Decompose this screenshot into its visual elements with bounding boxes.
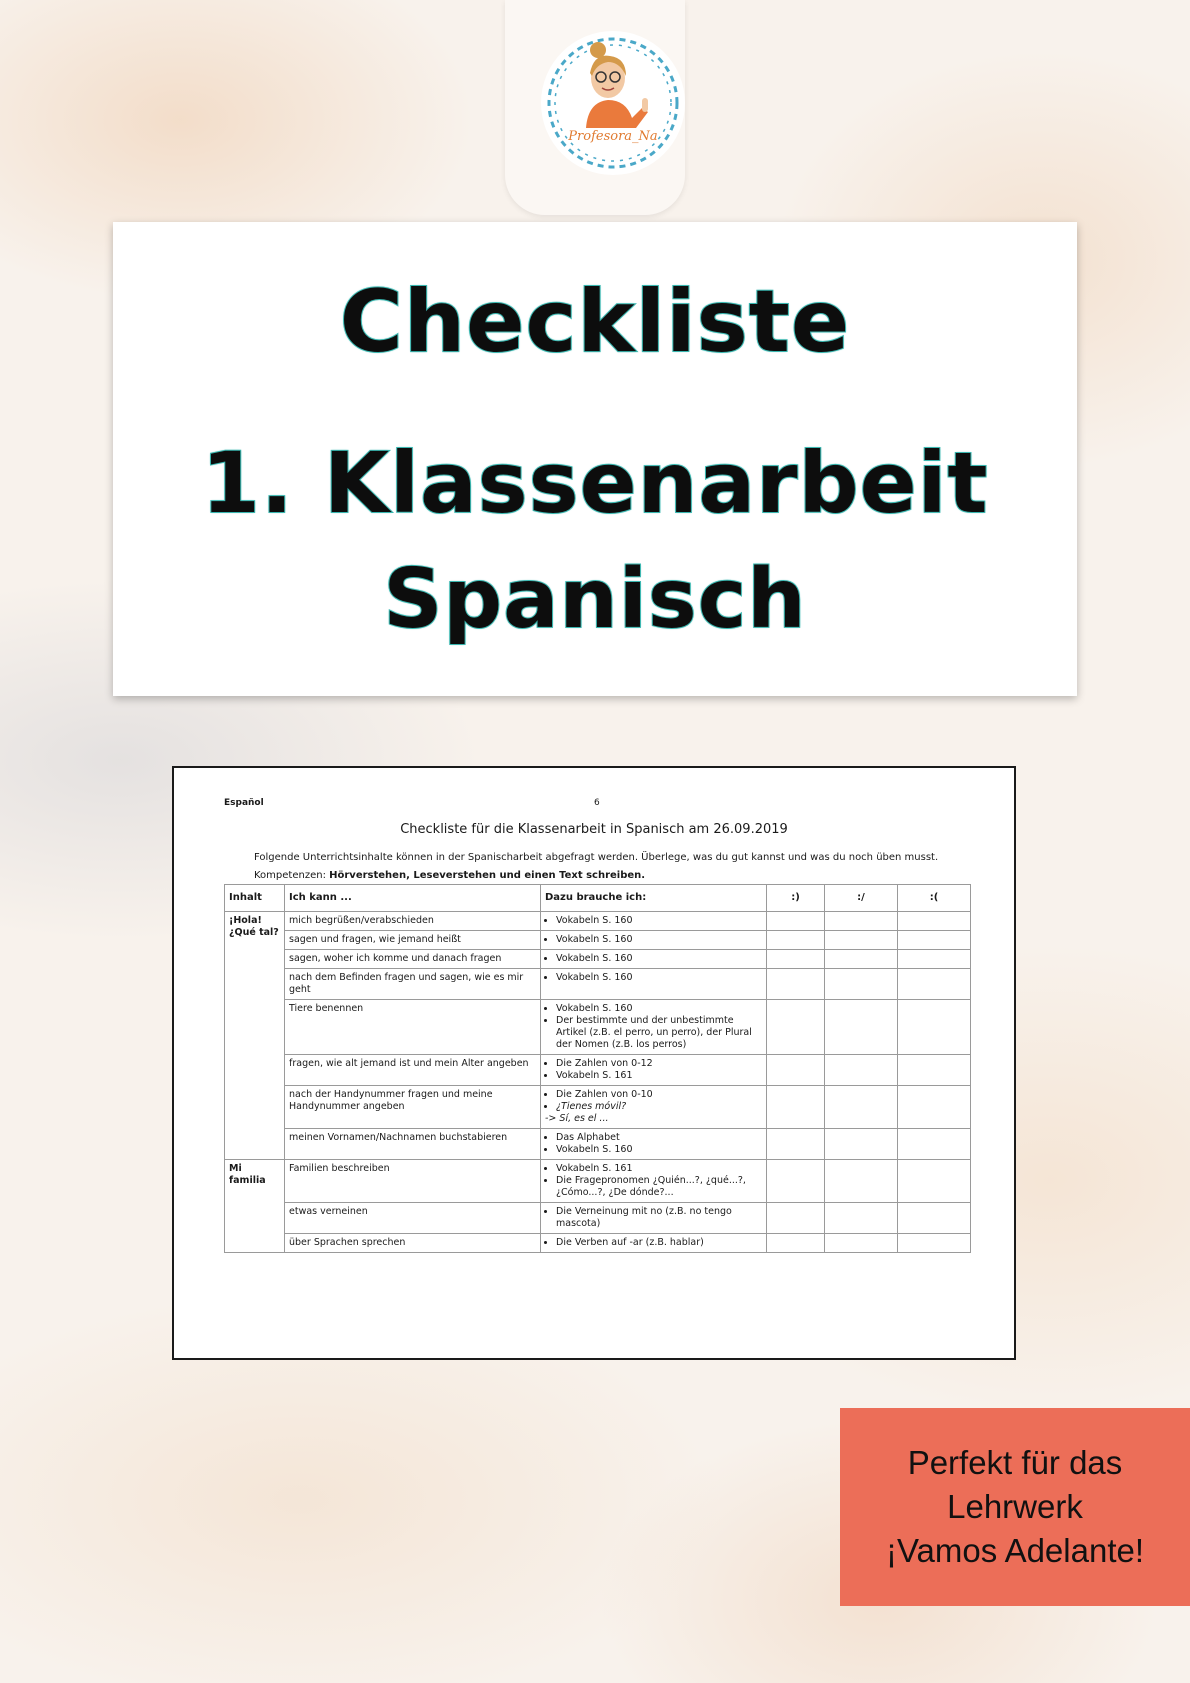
doc-page-number: 6 <box>594 798 600 808</box>
doc-intro: Folgende Unterrichtsinhalte können in der Spanischarbeit abgefragt werden. Überlege, was du gut kannst und was du noch üben musst. <box>254 852 939 863</box>
title-card <box>113 222 1077 696</box>
need-item: • Vokabeln S. 161 <box>556 1163 762 1175</box>
can-cell: Tiere benennen <box>285 1000 541 1055</box>
check-neutral[interactable] <box>825 1129 898 1160</box>
can-cell: nach der Handynummer fragen und meine Handynummer angeben <box>285 1086 541 1129</box>
need-item: • Vokabeln S. 160 <box>556 972 762 984</box>
check-neutral[interactable] <box>825 969 898 1000</box>
needs-cell <box>541 950 767 969</box>
check-smile[interactable] <box>767 1055 825 1086</box>
kompetenzen-label: Kompetenzen: <box>254 870 326 881</box>
can-cell: Familien beschreiben <box>285 1160 541 1203</box>
doc-kompetenzen <box>254 870 645 881</box>
lehrwerk-badge <box>840 1408 1190 1606</box>
table-header-row <box>225 885 971 912</box>
need-item: • Die Verben auf -ar (z.B. hablar) <box>556 1237 762 1249</box>
header-neutral: :/ <box>825 885 898 912</box>
need-item: • Das Alphabet <box>556 1132 762 1144</box>
table-row <box>225 1160 971 1203</box>
check-sad[interactable] <box>898 1086 971 1129</box>
title-klassenarbeit: 1. Klassenarbeit <box>201 434 989 532</box>
table-row <box>225 1000 971 1055</box>
can-cell: etwas verneinen <box>285 1203 541 1234</box>
badge-line-1: Perfekt für das <box>907 1444 1123 1481</box>
table-row <box>225 1086 971 1129</box>
can-cell: über Sprachen sprechen <box>285 1234 541 1253</box>
need-item: • Vokabeln S. 160 <box>556 1144 762 1156</box>
theme-familia: Mi familia <box>225 1160 285 1253</box>
check-sad[interactable] <box>898 1203 971 1234</box>
check-sad[interactable] <box>898 1129 971 1160</box>
document-preview <box>172 766 1016 1360</box>
check-neutral[interactable] <box>825 1234 898 1253</box>
check-smile[interactable] <box>767 931 825 950</box>
check-smile[interactable] <box>767 950 825 969</box>
can-cell: mich begrüßen/verabschieden <box>285 912 541 931</box>
check-neutral[interactable] <box>825 1055 898 1086</box>
need-item: • Die Zahlen von 0-12 <box>556 1058 762 1070</box>
needs-cell <box>541 1160 767 1203</box>
need-item: • Die Zahlen von 0-10 <box>556 1089 762 1101</box>
header-sad: :( <box>898 885 971 912</box>
title-checkliste: Checkliste <box>339 272 851 372</box>
badge-line-2: Lehrwerk <box>947 1488 1083 1525</box>
table-row <box>225 1234 971 1253</box>
needs-cell <box>541 969 767 1000</box>
header-inhalt: Inhalt <box>225 885 285 912</box>
need-item: • ¿Tienes móvil? <box>556 1101 762 1113</box>
need-item: • Die Verneinung mit no (z.B. no tengo mascota) <box>556 1206 762 1230</box>
check-smile[interactable] <box>767 969 825 1000</box>
doc-heading: Checkliste für die Klassenarbeit in Spanisch am 26.09.2019 <box>400 822 788 837</box>
can-cell: nach dem Befinden fragen und sagen, wie es mir geht <box>285 969 541 1000</box>
header-smile: :) <box>767 885 825 912</box>
check-smile[interactable] <box>767 1234 825 1253</box>
check-sad[interactable] <box>898 969 971 1000</box>
check-neutral[interactable] <box>825 912 898 931</box>
need-item: • Der bestimmte und der unbestimmte Artikel (z.B. el perro, un perro), der Plural der Nomen (z.B. los perros) <box>556 1015 762 1051</box>
header-dazu-brauche: Dazu brauche ich: <box>541 885 767 912</box>
checklist-table <box>224 884 971 1253</box>
kompetenzen-text: Hörverstehen, Leseverstehen und einen Text schreiben. <box>329 870 646 881</box>
check-neutral[interactable] <box>825 1086 898 1129</box>
can-cell: sagen und fragen, wie jemand heißt <box>285 931 541 950</box>
check-neutral[interactable] <box>825 1000 898 1055</box>
can-cell: fragen, wie alt jemand ist und mein Alter angeben <box>285 1055 541 1086</box>
needs-cell <box>541 1000 767 1055</box>
header-ich-kann: Ich kann ... <box>285 885 541 912</box>
needs-cell <box>541 1234 767 1253</box>
need-item: • Vokabeln S. 161 <box>556 1070 762 1082</box>
needs-cell <box>541 931 767 950</box>
table-row <box>225 1129 971 1160</box>
check-sad[interactable] <box>898 950 971 969</box>
need-item: • Die Fragepronomen ¿Quién...?, ¿qué...?, ¿Cómo...?, ¿De dónde?... <box>556 1175 762 1199</box>
table-row <box>225 969 971 1000</box>
logo-text: Profesora_Na <box>568 129 658 144</box>
check-sad[interactable] <box>898 1234 971 1253</box>
table-row <box>225 931 971 950</box>
table-row <box>225 1203 971 1234</box>
need-item: • Vokabeln S. 160 <box>556 953 762 965</box>
check-smile[interactable] <box>767 1086 825 1129</box>
need-item: • Vokabeln S. 160 <box>556 934 762 946</box>
need-extra: -> Sí, es el ... <box>545 1113 609 1124</box>
theme-hola: ¡Hola! ¿Qué tal? <box>225 912 285 1160</box>
table-row <box>225 912 971 931</box>
check-smile[interactable] <box>767 912 825 931</box>
check-sad[interactable] <box>898 1160 971 1203</box>
check-neutral[interactable] <box>825 1160 898 1203</box>
title-spanisch: Spanisch <box>383 552 807 647</box>
needs-cell <box>541 1129 767 1160</box>
check-neutral[interactable] <box>825 950 898 969</box>
table-row <box>225 1055 971 1086</box>
check-sad[interactable] <box>898 1055 971 1086</box>
needs-cell <box>541 1203 767 1234</box>
check-smile[interactable] <box>767 1000 825 1055</box>
profesora-na-logo <box>538 28 688 178</box>
check-sad[interactable] <box>898 931 971 950</box>
can-cell: sagen, woher ich komme und danach fragen <box>285 950 541 969</box>
badge-line-3: ¡Vamos Adelante! <box>885 1532 1145 1569</box>
need-item: • Vokabeln S. 160 <box>556 915 762 927</box>
needs-cell <box>541 1055 767 1086</box>
needs-cell <box>541 912 767 931</box>
check-smile[interactable] <box>767 1160 825 1203</box>
can-cell: meinen Vornamen/Nachnamen buchstabieren <box>285 1129 541 1160</box>
check-neutral[interactable] <box>825 1203 898 1234</box>
check-neutral[interactable] <box>825 931 898 950</box>
doc-subject: Español <box>224 798 264 808</box>
table-row <box>225 950 971 969</box>
check-sad[interactable] <box>898 912 971 931</box>
check-smile[interactable] <box>767 1203 825 1234</box>
need-item: • Vokabeln S. 160 <box>556 1003 762 1015</box>
check-smile[interactable] <box>767 1129 825 1160</box>
check-sad[interactable] <box>898 1000 971 1055</box>
needs-cell <box>541 1086 767 1129</box>
